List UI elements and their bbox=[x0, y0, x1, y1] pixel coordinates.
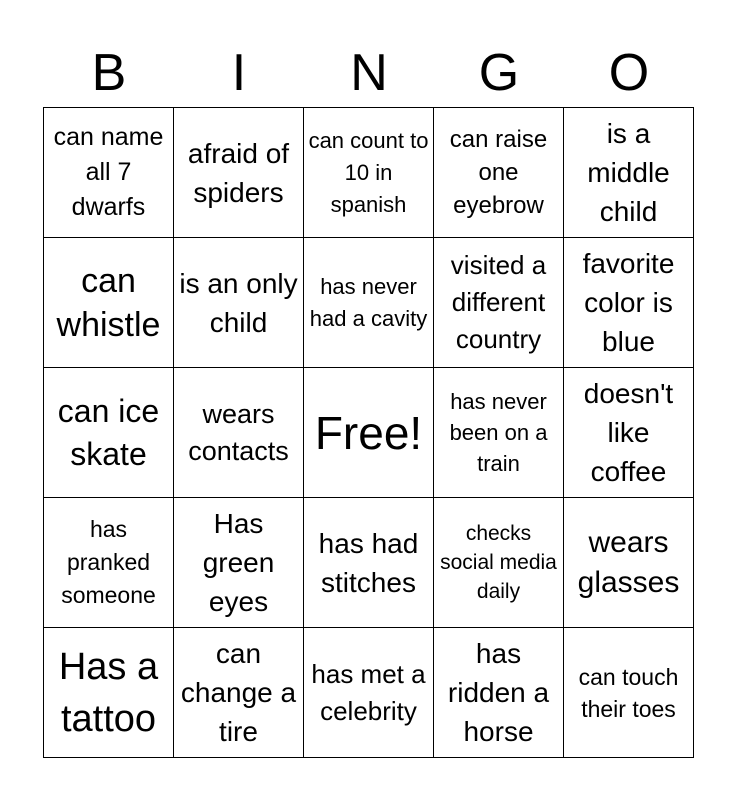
cell-label: can raise one eyebrow bbox=[449, 126, 548, 219]
bingo-header bbox=[44, 38, 694, 108]
header-letter-g: G bbox=[478, 44, 520, 102]
cell-label: checks social media daily bbox=[440, 522, 557, 603]
cell-label: visited a different country bbox=[450, 250, 547, 354]
cell-label: can change a tire bbox=[180, 638, 297, 747]
cell-label: Has a tattoo bbox=[58, 645, 159, 740]
cell-label: is an only child bbox=[179, 267, 298, 338]
bingo-cell[interactable] bbox=[44, 238, 174, 368]
bingo-cell[interactable] bbox=[44, 498, 174, 628]
bingo-cell[interactable] bbox=[434, 108, 564, 238]
bingo-cell[interactable] bbox=[44, 108, 174, 238]
bingo-cell[interactable] bbox=[304, 108, 434, 238]
cell-label: has pranked someone bbox=[61, 516, 156, 608]
cell-label: has ridden a horse bbox=[447, 638, 550, 747]
cell-label: has had stitches bbox=[318, 527, 419, 598]
bingo-cell[interactable] bbox=[304, 498, 434, 628]
header-letter-b: B bbox=[91, 44, 127, 102]
bingo-cell[interactable] bbox=[564, 498, 694, 628]
cell-label: has never been on a train bbox=[449, 389, 548, 476]
free-space[interactable] bbox=[304, 368, 434, 498]
cell-label: doesn't like coffee bbox=[583, 378, 674, 487]
cell-label: wears contacts bbox=[188, 398, 289, 466]
bingo-board bbox=[43, 107, 694, 758]
cell-label: wears glasses bbox=[577, 525, 680, 599]
cell-label: has never had a cavity bbox=[309, 273, 428, 331]
bingo-cell[interactable] bbox=[434, 368, 564, 498]
bingo-cell[interactable] bbox=[564, 238, 694, 368]
bingo-cell[interactable] bbox=[44, 368, 174, 498]
bingo-cell[interactable] bbox=[564, 628, 694, 758]
header-letter-n: N bbox=[350, 44, 388, 102]
cell-label: favorite color is blue bbox=[582, 248, 675, 357]
bingo-cell[interactable] bbox=[434, 238, 564, 368]
cell-label: can touch their toes bbox=[578, 663, 679, 722]
bingo-cell[interactable] bbox=[434, 628, 564, 758]
cell-label: has met a celebrity bbox=[311, 658, 426, 726]
header-letter-o: O bbox=[608, 44, 650, 102]
bingo-cell[interactable] bbox=[174, 108, 304, 238]
cell-label: can count to 10 in spanish bbox=[308, 127, 429, 217]
cell-label: can name all 7 dwarfs bbox=[53, 123, 164, 221]
bingo-cell[interactable] bbox=[434, 498, 564, 628]
cell-label: Has green eyes bbox=[202, 508, 275, 617]
cell-label: is a middle child bbox=[587, 118, 670, 227]
bingo-cell[interactable] bbox=[304, 238, 434, 368]
cell-label: can whistle bbox=[56, 261, 161, 344]
bingo-cell[interactable] bbox=[174, 628, 304, 758]
free-space-label: Free! bbox=[314, 406, 423, 459]
bingo-cell[interactable] bbox=[174, 498, 304, 628]
bingo-cell[interactable] bbox=[44, 628, 174, 758]
bingo-cell[interactable] bbox=[174, 238, 304, 368]
cell-label: afraid of spiders bbox=[187, 137, 290, 208]
header-letter-i: I bbox=[231, 44, 247, 102]
bingo-cell[interactable] bbox=[564, 108, 694, 238]
bingo-cell[interactable] bbox=[304, 628, 434, 758]
bingo-cell[interactable] bbox=[174, 368, 304, 498]
bingo-cell[interactable] bbox=[564, 368, 694, 498]
cell-label: can ice skate bbox=[57, 392, 160, 472]
